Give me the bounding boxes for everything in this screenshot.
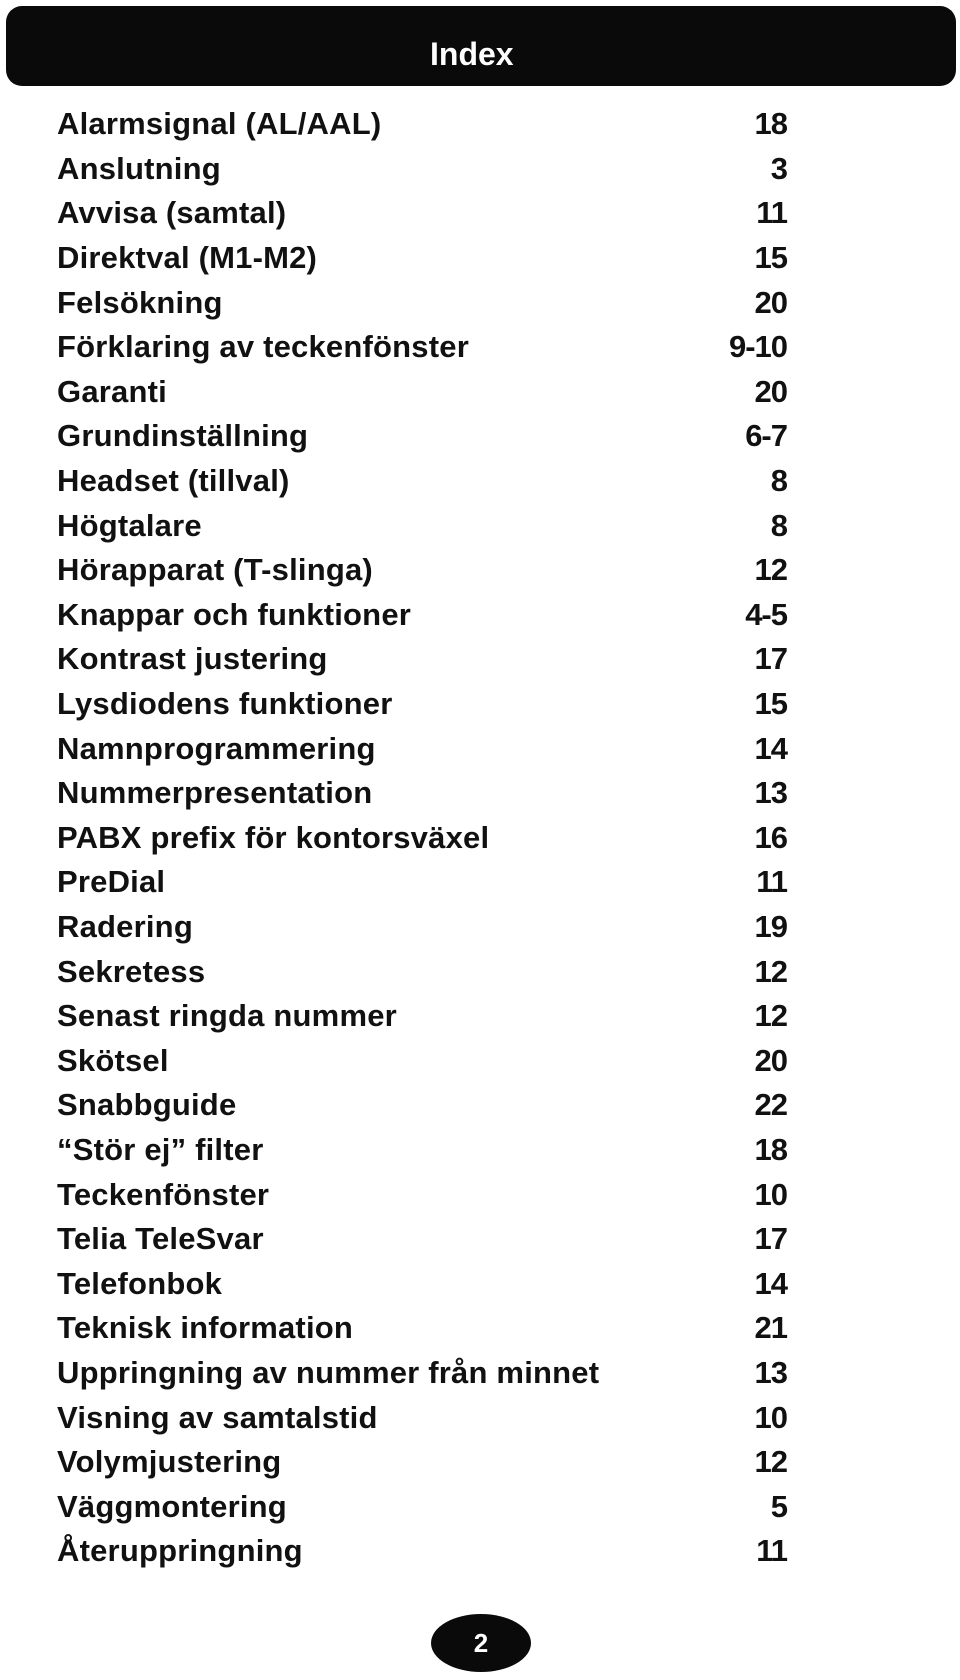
index-entry (57, 503, 787, 548)
index-entry (57, 1351, 787, 1396)
index-page-ref: 17 (754, 641, 787, 677)
index-term: Sekretess (57, 953, 206, 989)
index-entry (57, 1261, 787, 1306)
index-page-ref: 21 (754, 1310, 787, 1346)
index-page-ref: 20 (754, 373, 787, 409)
index-term: Förklaring av teckenfönster (57, 329, 469, 365)
index-page-ref: 20 (754, 1042, 787, 1078)
page-title: Index (430, 36, 514, 72)
index-term: Garanti (57, 373, 167, 409)
index-page-ref: 15 (754, 240, 787, 276)
index-entry (57, 949, 787, 994)
index-page-ref: 19 (754, 908, 787, 944)
index-page-ref: 14 (754, 1265, 787, 1301)
index-term: Senast ringda nummer (57, 998, 397, 1034)
index-entry (57, 637, 787, 682)
index-page-ref: 15 (754, 686, 787, 722)
page-number-badge (431, 1614, 531, 1672)
index-page-ref: 13 (754, 1354, 787, 1390)
index-page-ref: 13 (754, 775, 787, 811)
index-entry (57, 771, 787, 816)
index-page-ref: 3 (770, 150, 787, 186)
index-entry (57, 102, 787, 147)
index-term: Teckenfönster (57, 1176, 270, 1212)
index-term: Teknisk information (57, 1310, 354, 1346)
index-page-ref: 9-10 (728, 329, 787, 365)
index-entry (57, 414, 787, 459)
index-term: Väggmontering (57, 1488, 287, 1524)
index-page-ref: 11 (756, 864, 787, 900)
index-page-ref: 18 (754, 1131, 787, 1167)
index-entry (57, 280, 787, 325)
index-page-ref: 14 (754, 730, 787, 766)
index-page-ref: 6-7 (745, 418, 787, 454)
index-page-ref: 12 (754, 953, 787, 989)
index-entry (57, 236, 787, 281)
index-term: Headset (tillval) (57, 463, 290, 499)
index-entry (57, 1306, 787, 1351)
index-page-ref: 12 (754, 552, 787, 588)
index-entry (57, 682, 787, 727)
index-page-ref: 12 (754, 1444, 787, 1480)
index-entry (57, 548, 787, 593)
index-term: Nummerpresentation (57, 775, 373, 811)
index-term: Telefonbok (57, 1265, 223, 1301)
index-entry (57, 1484, 787, 1529)
index-page-ref: 22 (754, 1087, 787, 1123)
index-entry (57, 860, 787, 905)
index-entry (57, 459, 787, 504)
index-entry (57, 325, 787, 370)
index-term: Felsökning (57, 284, 223, 320)
index-page-ref: 8 (770, 463, 787, 499)
index-term: Anslutning (57, 150, 221, 186)
index-list (57, 102, 787, 1574)
index-page-ref: 5 (770, 1488, 787, 1524)
index-term: Kontrast justering (57, 641, 328, 677)
index-entry (57, 191, 787, 236)
index-page-ref: 11 (756, 1533, 787, 1569)
index-entry (57, 1172, 787, 1217)
index-term: Volymjustering (57, 1444, 282, 1480)
index-page-ref: 10 (754, 1399, 787, 1435)
index-page-ref: 11 (756, 195, 787, 231)
index-page-ref: 4-5 (745, 596, 787, 632)
index-term: Alarmsignal (AL/AAL) (57, 106, 382, 142)
index-term: Direktval (M1-M2) (57, 240, 318, 276)
index-term: Högtalare (57, 507, 202, 543)
index-page-ref: 8 (770, 507, 787, 543)
index-entry (57, 593, 787, 638)
index-term: Telia TeleSvar (57, 1221, 264, 1257)
index-entry (57, 1217, 787, 1262)
index-entry (57, 370, 787, 415)
index-term: Återuppringning (57, 1533, 303, 1569)
index-entry (57, 726, 787, 771)
index-page-ref: 12 (754, 998, 787, 1034)
index-entry (57, 994, 787, 1039)
index-entry (57, 1440, 787, 1485)
index-page-ref: 17 (754, 1221, 787, 1257)
index-term: “Stör ej” filter (57, 1131, 264, 1167)
index-page-ref: 18 (754, 106, 787, 142)
index-term: Skötsel (57, 1042, 169, 1078)
index-page-ref: 16 (754, 819, 787, 855)
index-entry (57, 147, 787, 192)
index-entry (57, 1529, 787, 1574)
index-term: Radering (57, 908, 193, 944)
index-entry (57, 1083, 787, 1128)
index-term: Avvisa (samtal) (57, 195, 287, 231)
index-page-ref: 20 (754, 284, 787, 320)
index-term: Snabbguide (57, 1087, 237, 1123)
index-entry (57, 1038, 787, 1083)
page-number: 2 (473, 1627, 489, 1658)
index-term: Hörapparat (T-slinga) (57, 552, 373, 588)
index-term: PreDial (57, 864, 166, 900)
index-entry (57, 905, 787, 950)
index-term: Grundinställning (57, 418, 309, 454)
index-entry (57, 1395, 787, 1440)
index-term: PABX prefix för kontorsväxel (57, 819, 490, 855)
index-entry (57, 816, 787, 861)
index-page-ref: 10 (754, 1176, 787, 1212)
index-term: Knappar och funktioner (57, 596, 412, 632)
index-entry (57, 1128, 787, 1173)
index-term: Uppringning av nummer från minnet (57, 1354, 600, 1390)
index-term: Lysdiodens funktioner (57, 686, 393, 722)
index-term: Namnprogrammering (57, 730, 376, 766)
index-term: Visning av samtalstid (57, 1399, 378, 1435)
